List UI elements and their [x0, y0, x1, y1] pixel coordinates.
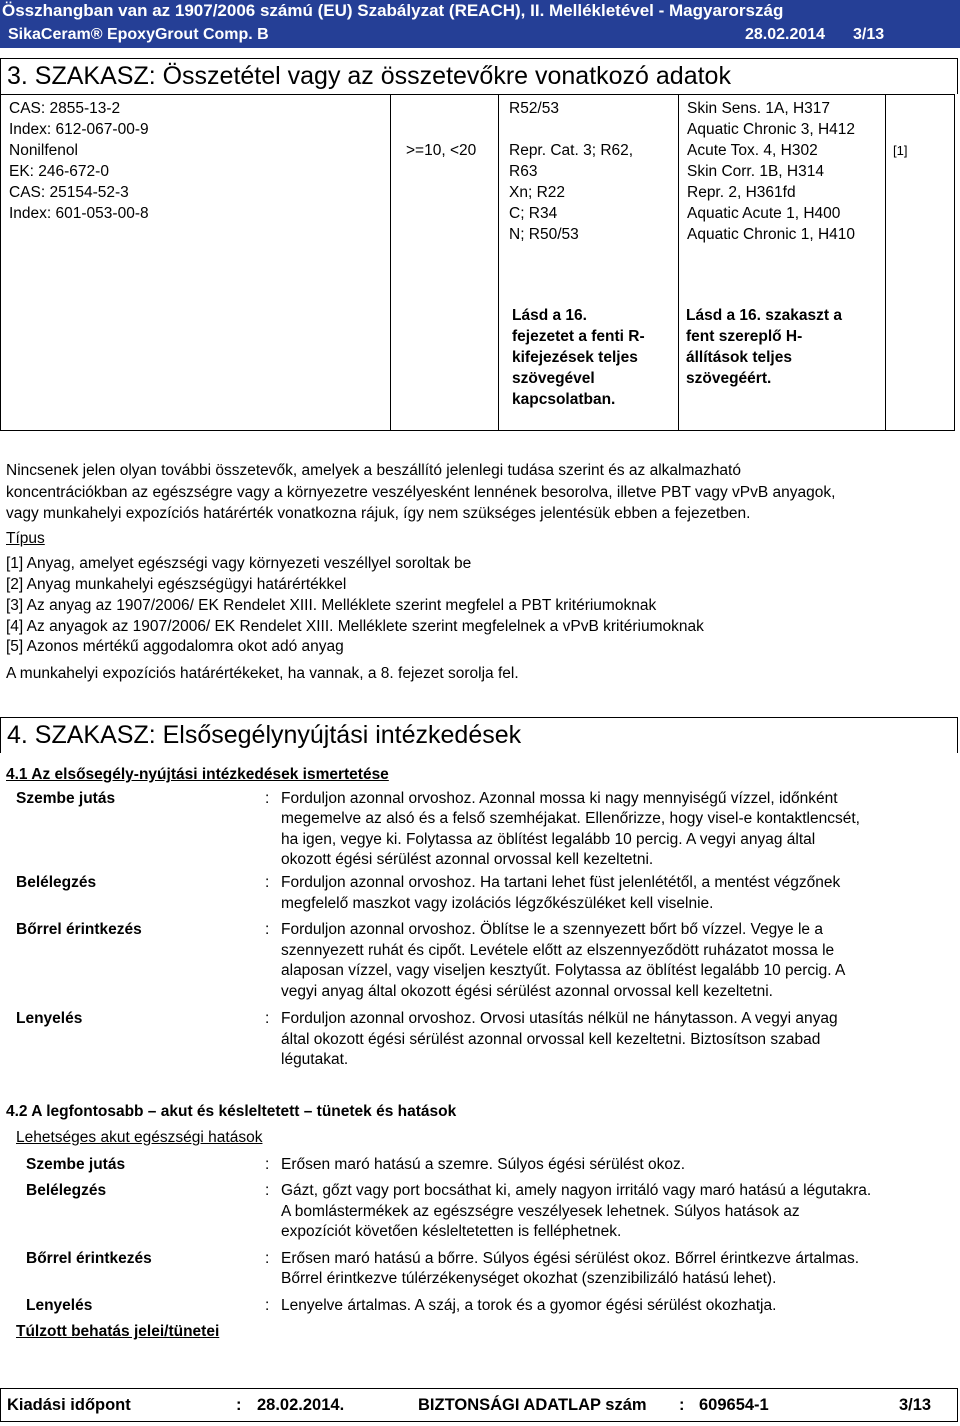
exposure-note: A munkahelyi expozíciós határértékeket, ha vannak, a 8. fejezet sorolja fel.	[6, 665, 519, 682]
footer-page: 3/13	[899, 1396, 932, 1414]
colon: :	[236, 1396, 242, 1414]
effect-line: Erősen maró hatású a bőrre. Súlyos égési sérülést okoz. Bőrrel érintkezve ártalmas.	[281, 1250, 860, 1267]
concentration-range: >=10, <20	[406, 142, 477, 159]
type-heading: Típus	[6, 530, 45, 547]
section-3-title: 3. SZAKASZ: Összetétel vagy az összetevőkre vonatkozó adatok	[0, 58, 958, 94]
effect-line: Bőrrel érintkezve túlérzékenységet okozhat (szenzibilizáló hatású lehet).	[281, 1270, 777, 1287]
issue-date-label: Kiadási időpont	[7, 1396, 131, 1414]
type-item: [5] Azonos mértékű aggodalomra okot adó anyag	[6, 638, 344, 655]
acute-effects-heading: Lehetséges akut egészségi hatások	[16, 1129, 263, 1146]
colon: :	[265, 1010, 270, 1027]
measure-line: ha igen, vegye ki. Folytassa az öblítést legalább 10 percig. A vegyi anyag által	[281, 831, 816, 848]
measure-line: megemelve az alsó és a felső szemhéjakat. Ellenőrizze, hogy visel-e kontaktlencsét,	[281, 810, 860, 827]
measure-line: szennyezett ruhát és cipőt. Levétele előtt az elszennyeződött ruházatot mossa le	[281, 942, 835, 959]
measure-line: Forduljon azonnal orvoshoz. Ha tartani lehet füst jelenlététől, a mentést végzőnek	[281, 874, 841, 891]
colon: :	[265, 1297, 270, 1314]
subsection-4-1-heading: 4.1 Az elsősegély-nyújtási intézkedések ismertetése	[6, 766, 389, 783]
colon: :	[265, 790, 270, 807]
measure-line: okozott égési sérülést azonnal orvossal kell kezeltetni.	[281, 851, 654, 868]
type-item: [1] Anyag, amelyet egészségi vagy környezeti veszéllyel soroltak be	[6, 555, 472, 572]
measure-label: Belélegzés	[16, 874, 97, 891]
measure-label: Bőrrel érintkezés	[16, 921, 142, 938]
header-date: 28.02.2014	[745, 26, 826, 43]
substance-type: [1]	[893, 143, 908, 158]
header-page: 3/13	[853, 26, 885, 43]
measure-line: Forduljon azonnal orvoshoz. Öblítse le a szennyezett bőrt bő vízzel. Vegye le a	[281, 921, 823, 938]
overexposure-heading: Túlzott behatás jelei/tünetei	[16, 1323, 220, 1340]
note-dsd: Lásd a 16. fejezetet a fenti R- kifejezések teljes szövegével kapcsolatban.	[512, 307, 645, 408]
substance-identifiers: CAS: 2855-13-2 Index: 612-067-00-9 Nonilfenol EK: 246-672-0 CAS: 25154-52-3 Index: 601-053-00-8	[9, 100, 149, 222]
measure-line: alaposan vízzel, vagy viseljen kesztyűt. Folytassa az öblítést legalább 10 percig. A	[281, 962, 846, 979]
effect-line: Lenyelve ártalmas. A száj, a torok és a gyomor égési sérülést okozhatja.	[281, 1297, 777, 1314]
table-divider	[885, 95, 886, 430]
effect-label: Belélegzés	[26, 1182, 107, 1199]
composition-paragraph-line: koncentrációkban az egészségre vagy a környezetre veszélyesként lennének besorolva, illetve PBT vagy vPvB anyagok,	[6, 484, 836, 501]
effect-label: Szembe jutás	[26, 1156, 126, 1173]
section-4-title: 4. SZAKASZ: Elsősegélynyújtási intézkedések	[0, 717, 958, 753]
colon: :	[265, 1250, 270, 1267]
measure-label: Lenyelés	[16, 1010, 83, 1027]
sds-number-label: BIZTONSÁGI ADATLAP szám	[418, 1396, 647, 1414]
colon: :	[265, 1156, 270, 1173]
effect-label: Lenyelés	[26, 1297, 93, 1314]
measure-label: Szembe jutás	[16, 790, 116, 807]
colon: :	[265, 1182, 270, 1199]
product-name: SikaCeram® EpoxyGrout Comp. B	[8, 26, 269, 43]
measure-line: Forduljon azonnal orvoshoz. Orvosi utasítás nélkül ne hánytasson. A vegyi anyag	[281, 1010, 838, 1027]
composition-paragraph-line: vagy munkahelyi expozíciós határérték vonatkozna rájuk, így nem szükséges jelentésük ebben a fejezetben.	[6, 505, 751, 522]
effect-line: expozíciót követően késleltetetten is felléphetnek.	[281, 1223, 622, 1240]
measure-line: légutakat.	[281, 1051, 349, 1068]
composition-paragraph-line: Nincsenek jelen olyan további összetevők, amelyek a beszállító jelenlegi tudása szerint és az alkalmazható	[6, 462, 741, 479]
sds-number: 609654-1	[699, 1396, 769, 1414]
colon: :	[265, 874, 270, 891]
classification-clp: Skin Sens. 1A, H317 Aquatic Chronic 3, H412 Acute Tox. 4, H302 Skin Corr. 1B, H314 Repr. 2, H361fd Aquatic Acute 1, H400 Aquatic Chronic 1, H410	[687, 100, 856, 243]
measure-line: Forduljon azonnal orvoshoz. Azonnal mossa ki nagy mennyiségű vízzel, időnként	[281, 790, 838, 807]
table-divider	[678, 95, 679, 430]
effect-line: A bomlástermékek az egészségre veszélyesek lehetnek. Súlyos hatások az	[281, 1203, 800, 1220]
document-header-title: Összhangban van az 1907/2006 számú (EU) Szabályzat (REACH), II. Mellékletével - Magyarország	[0, 0, 960, 24]
document-header-bar	[0, 24, 960, 48]
measure-line: megfelelő maszkot vagy izolációs légzőkészüléket kell viselnie.	[281, 895, 714, 912]
issue-date: 28.02.2014.	[257, 1396, 345, 1414]
document-footer	[0, 1388, 958, 1422]
classification-dsd: R52/53 Repr. Cat. 3; R62, R63 Xn; R22 C; R34 N; R50/53	[509, 100, 634, 243]
effect-label: Bőrrel érintkezés	[26, 1250, 152, 1267]
table-divider	[498, 95, 499, 430]
effect-line: Gázt, gőzt vagy port bocsáthat ki, amely nagyon irritáló vagy maró hatású a légutakra.	[281, 1182, 872, 1199]
type-item: [3] Az anyag az 1907/2006/ EK Rendelet XIII. Melléklete szerint megfelel a PBT kritériumoknak	[6, 597, 657, 614]
subsection-4-2-heading: 4.2 A legfontosabb – akut és késleltetett – tünetek és hatások	[6, 1103, 457, 1120]
note-clp: Lásd a 16. szakaszt a fent szereplő H- állítások teljes szövegéért.	[686, 307, 842, 387]
type-item: [4] Az anyagok az 1907/2006/ EK Rendelet XIII. Melléklete szerint megfelelnek a vPvB kritériumoknak	[6, 618, 704, 635]
table-divider	[390, 95, 391, 430]
colon: :	[679, 1396, 685, 1414]
composition-table	[0, 94, 955, 431]
measure-line: vegyi anyag által okozott égési sérülést azonnal orvossal kell kezeltetni.	[281, 983, 773, 1000]
colon: :	[265, 921, 270, 938]
effect-line: Erősen maró hatású a szemre. Súlyos égési sérülést okoz.	[281, 1156, 686, 1173]
measure-line: által okozott égési sérülést azonnal orvossal kell kezeltetni. Biztosítson szabad	[281, 1031, 821, 1048]
type-item: [2] Anyag munkahelyi egészségügyi határértékkel	[6, 576, 347, 593]
